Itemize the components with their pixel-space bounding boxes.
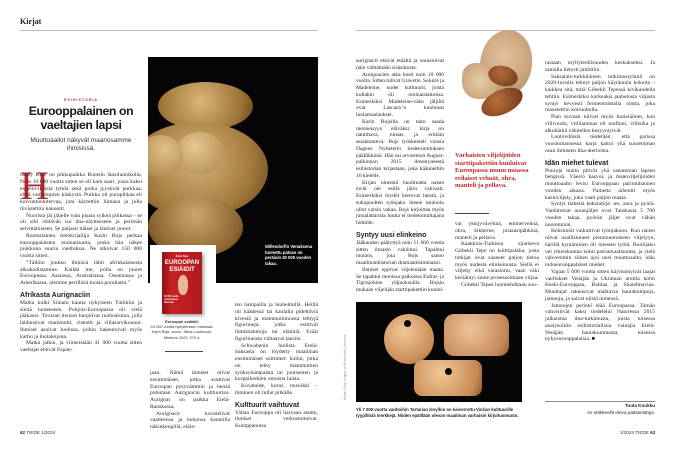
paragraph: Ruotsalainen tietokirjailija Karin Bojs perkaa eurooppalaisten muinaisuutta, jonka hän näkee joukkona suuria vaelluksia. Ne alkoivat 150 000 vuotta sitten.	[20, 232, 142, 259]
column-right-a	[356, 58, 444, 294]
paragraph: Jamnojen perintö elää Euroopassa. Tämän vahvistivat kaksi tiedelehti Naturessa 2015 julkaistua dna-tutkimusta, joista toisessa analysoitiin esihistoriallisia vainajia Etelä-Venäjän hautakummusta, toisessa nykyeurooppalaisia. ■	[545, 302, 655, 343]
paragraph: Keksinnöt vaikuttivat työnjakoon. Kun naiset olivat osallistuneet pienimuotoiseen viljelyyn, härillä kyntäminen oli miesten työtä. Roolijako vei yhteiskuntaa kohti patriarkaalisuutta, ja vielä vahvemmin siihen ajoi uusi muuttoaalto, idän indoeurooppalaiset miehet.	[545, 228, 655, 268]
book-cover-subtitle: 43 000 vuotta nykyihmisen historiaa	[164, 296, 179, 304]
author-rule	[545, 401, 655, 402]
drop-cap: H	[20, 163, 49, 208]
paragraph: rastaan myllyteollisuuden keskukseksi. Ja samalla tietysti juhlittiin.	[545, 60, 655, 73]
tablets-caption: Yli 7 000 vuotta vanhoihin Tartarian levyihin on kaiverrettu Vinčan kulttuurille tyypillisiä merkkejä. Niiden epäillään olevan maailman varhaisin kirjoitusmuoto.	[356, 407, 519, 418]
book-caption-title: Euroopan esiäidit.	[165, 319, 199, 324]
paragraph: Jääkauden päätyttyä noin 11 600 vuotta sitten ilmasto vakiintui. Tapahtui muutos, jota Bojs sanoo maailmanhistorian dramaattisimmaksi.	[356, 239, 444, 266]
paragraph: Göbekli Tepeä luonnehditaan suo-	[461, 281, 538, 288]
subheading: Idän miehet tulevat	[545, 159, 609, 167]
paragraph: Vajaat 5 000 vuotta sitten käynnistyivät laajat vaellukset Venäjän ja Ukrainan aroilta kohti Keski-Eurooppaa, Baltiaa ja Skandinaviaa. Muuttajat rakensivat mahtavia hautakumpuja, jamnoja, ja saivat niistä nimensä.	[545, 268, 655, 302]
paragraph: Kirjan nimestä huolimatta naiset eivät ole esillä järin vahvasti. Esimerkiksi löydöt kertovat heistä, ja sukupuolten työnjako lienee muinoin ollut varsin vakaa. Bojs kirjoittaa myös jumalattarista mutta ei tiedetoimittajana höttöile.	[356, 179, 444, 226]
book-caption-rule	[165, 351, 203, 352]
book-cover-title: EUROOPAN ESIÄIDIT	[164, 260, 200, 273]
column-left	[20, 163, 142, 354]
headline: Eurooppalainen on vaeltajien lapsi	[28, 104, 134, 132]
paragraph: Schwabenin luolista Etelä-Saksasta on löydetty maailman ensimmäiset soittimet: huilut, jotka on tehty mammuttien syöksyhampaista tai joutsenten ja korppikotkien ontoista luista.	[235, 342, 318, 383]
book-caption	[148, 319, 216, 340]
page-number: 62	[20, 430, 26, 435]
book-cover-author: Karin Bojs	[175, 255, 189, 258]
subheading: Kulttuurit vaihtuvat	[235, 401, 300, 409]
book-caption-body: 43 000 vuotta nykyihmisen historiaa. Karin Bojs, suom. Jänis Louhivuori, Minerva 2023. 270 s.	[150, 324, 214, 340]
paragraph: ten hampailla ja luuhelmillä. Heillä oli käädessä tai kaulalla pidettäviä kivestä ja mammutinluusta tehtyjä figuriineja, jotka esittivät ihmishahmoja tai eläimiä. Eräät figuriineista viittaavat tansiin.	[235, 302, 318, 342]
paragraph: Aurignacien aika kesti noin 10 000 vuotta. Sitten tulivat Gravette, Solutré ja Madeleine, uudet kulttuurit, joista kullakin oli ominaistaitonsa. Esimerkiksi Madeleine-väen jäljiltä ovat Lascaux’n kuuluisat luolamaalaukset.	[356, 71, 444, 118]
issue-number: 1/2024	[620, 430, 635, 435]
deck: Muuttoaallot näkyvät maanosamme ihmisissä.	[30, 137, 132, 152]
book-cover	[162, 252, 202, 314]
column-right-c	[545, 60, 655, 343]
folio-left	[20, 430, 55, 435]
folio-right	[620, 430, 655, 435]
paragraph: Nuorista jäi jäljelle vain pisara sylkeä pihkassa – se oli silti riittävän iso dna-näytteeseen ja perimän selvittämiseen. Se paljasti itäiset ja läntiset juuret.	[20, 212, 142, 232]
paragraph: Ihmiset oppivat viljelemään maata. Se tapahtui monissa paikoissa Eufrat- ja Tigrisjokien yläjuoksuilla. Bojsin mukaan viljelijän starttipakettiin kuului-	[356, 266, 444, 293]
author-name: Tuula Koukku	[624, 403, 655, 408]
magazine-name: TIEDE	[635, 430, 649, 435]
pull-quote: Varhaisten viljelijöiden starttipakettiin kuuluivat Euroopassa muun muassa erilaiset vehnät, ohra, manteli ja pellava.	[455, 152, 529, 190]
magazine-name: TIEDE	[26, 430, 40, 435]
section-label: Kirjat	[20, 17, 42, 26]
paragraph: vat yksijyvävehnä, emmervehnä, ohra, kikherne, pistaasipähkinä, manteli ja pellava.	[455, 221, 539, 241]
subheading: Syntyy uusi elinkeino	[356, 231, 427, 239]
paragraph: Aurignacit koristelivat vaatteensa ja kehonsa kauniilla näkinkengillä, eläin-	[150, 410, 230, 430]
venus-caption: Willendorfin Venuksena tunnettu patsas on peräisin 30 000 vuoden takaa.	[265, 244, 313, 266]
kicker: ESIHISTORIA	[64, 98, 98, 102]
almonds-photo	[460, 28, 540, 146]
paragraph: ”Tällöin joukko ihmisiä lähti afrikkalaisesta alkukodistamme. Kaikki me, joilla on juuret Euroopassa, Aasiassa, Australiassa, Oseaniassa ja Amerikassa, olemme perillisiä tuosta porukasta.”	[20, 259, 142, 286]
paragraph: Puuroja maito pitivät yhä useamman lapsen hengissä. Väestö kasvoi, ja maanviljelijöiden muuttoaalto levisi Eurooppaan parintuhannen vuoden aikana. Painetta aiheutti myös kaskiviljely, joka vaati paljon maata.	[545, 167, 655, 201]
paragraph: Kuvataide, korut, musiikki – ihminen oli tullut pitkälle.	[235, 383, 318, 396]
subheading: Afrikasta Aurignaciin	[20, 291, 91, 299]
paragraph: Kaakkois-Turkissa sijaitseva Göbekli Tepe on kulttipaikka, josta tutkijat ovat saaneet paljon tietoa myös uudesta elinkeinosta. Siellä ei viljelty eikä varastoitu, vaan väki kerääntyi sinne prosessoimaan viljaa.	[455, 241, 539, 281]
paragraph: Saksalais-turkkilainen tutkimusryhmä on 2020-luvulla tehnyt paljon käytännön kokeita – kaikkea sitä, mitä Göbekli Tepessä kivikaudella tehtiin. Esimerkiksi karkeaksi jauhetusta viljasta syntyi kevyesti fermentoimalla olutta, joka maustettiin koiruoholla.	[545, 73, 655, 114]
column-mid-right	[235, 302, 318, 430]
paragraph: Matka jatkui, ja viimeistään 41 000 vuotta sitten vaeltajat ehtivät Espan-	[20, 340, 142, 353]
paragraph: aurignacit etsivät etäältä ja onnistuivat näin välttämään sisäsiitosta.	[356, 58, 444, 71]
paragraph: Luulöydöistä tiedetään, että parissa vuosituhannessa karja kattoi yhä suuremman osan ihmisten liha-aterioista.	[545, 134, 655, 154]
paragraph: Pian kuvaan tulivat myös kotieläimet, kun villivuohi, villilammas eli mufloni, villisika ja alkuhärkä vähitellen kesyyntyivät.	[545, 114, 655, 134]
pull-quote-rule	[455, 213, 489, 214]
paragraph: Syntyi tärkeitä keksintöjä: ies, aura ja pyörä. Vanhimmat auranjäljet ovat Tanskasta 5 700 vuoden takaa, pyörän jäljet ovat vähän nuoremmat.	[545, 201, 655, 228]
paragraph: Matka kulki Siinain kautta nykyiseen Turkkiin ja sieltä luoteeseen. Pohjois-Euroopassa oli vielä jääkausi. Tovaran tienoot huojuivat ruohoaroina, jolla laidunsivat mammutit, visentit ja villasarvikuonot. Ihmiset asuivat luolissa, joihin hakeutuivat myös karhu ja luolaleijona.	[20, 299, 142, 340]
column-right-b	[455, 221, 539, 289]
column-mid-left	[150, 370, 230, 431]
author-bio: on eläkkeellä oleva päätoimittaja.	[587, 409, 655, 415]
page-number: 63	[650, 430, 656, 435]
paragraph: Valtaa Eurooppa oli harvaan asuttu, ihmiset verkostoituivat. Kumppaninsa	[235, 409, 318, 429]
paragraph: useby Klev on pikkupaikka Ruotsin länsirannikolla. Noin 10 000 vuotta sitten se oli karu saari, jossa kaksi esiteini-ikäistä tyttöä sekä poika jyystivät purkkaa, ehkä vanhempien käskystä. Purkka oli purupihkaa eli koivuntuohitervaa, jota käytettiin liimana ja jolla tiivistettiin kanootit.	[20, 172, 142, 212]
photo-credit: Kuvat: Getty Images ja Wikimedia Commons	[343, 334, 347, 400]
paragraph: Karin Bojsilla on taito saada menneisyys eläväksi: kirja on nautittava, runsas ja erittäin asiantunteva. Bojs työskenteli vuosia Dagens Nyheterin tiedetoimituksen päällikkönä. Hän sai arvostetun August-palkinnon 2015 ilmestyneestä esihistorian kirjastaan, joka käännettiin 16 kielelle.	[356, 118, 444, 179]
issue-number: 1/2024	[41, 430, 56, 435]
paragraph: jaan. Nämä ihmiset olivat ensimmäiset, jotka asuttivat Euroopan pysyvämmin ja heistä puhutaan Aurignacin kulttuurina. Aurignac on paikka Etelä-Ranskassa.	[150, 370, 230, 410]
header-rule-left	[20, 30, 318, 31]
tablets-photo	[356, 302, 522, 402]
author-box	[545, 403, 655, 416]
